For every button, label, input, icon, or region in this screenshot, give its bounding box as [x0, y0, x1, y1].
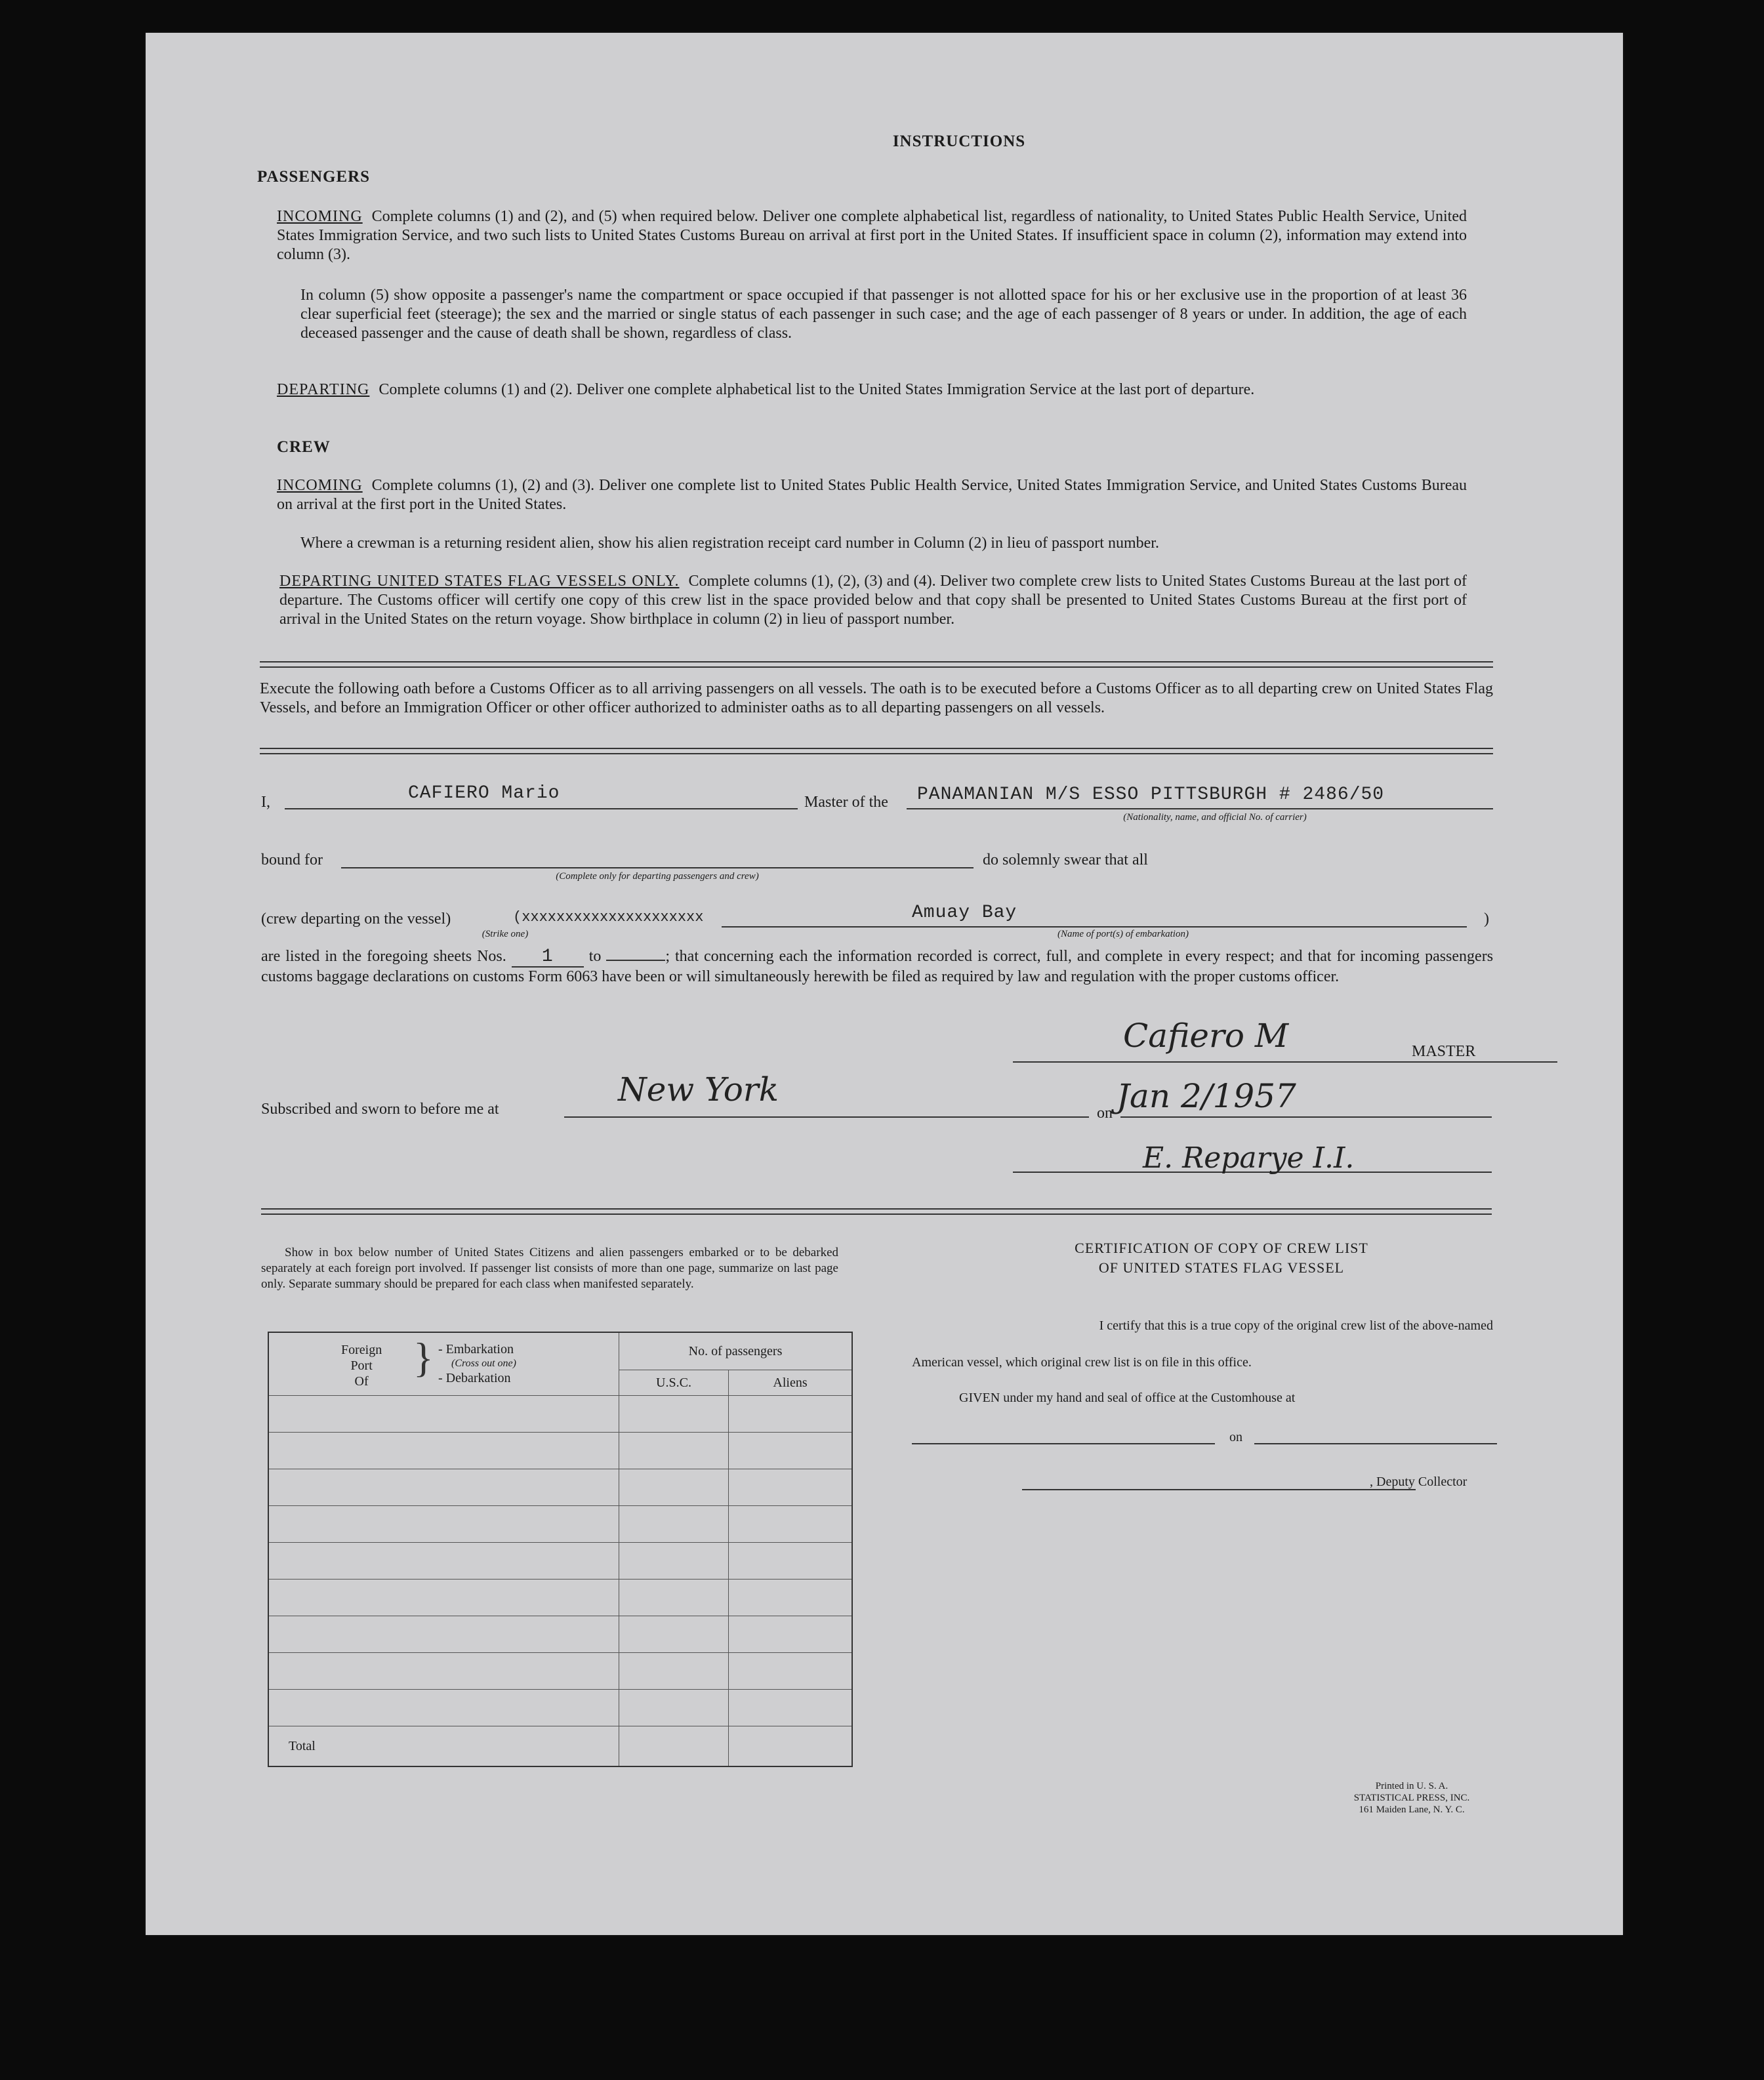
- crew-incoming-text: Complete columns (1), (2) and (3). Deliver one complete list to United States Public Health Service, United States Immigration Service, and United States Customs Bureau on arrival at the first port in the United States.: [277, 477, 1467, 513]
- usc-header: U.S.C.: [619, 1370, 729, 1395]
- brace-icon: }: [413, 1334, 434, 1381]
- oath-intro: Execute the following oath before a Customs Officer as to all arriving passengers on all vessels. The oath is to be executed before a Customs Officer as to all departing crew on United States Flag Vessels, and before an Immigration Officer or other officer authorized to administer oaths as to all departing passengers on all vessels.: [260, 680, 1493, 716]
- document-page: [146, 33, 1623, 1935]
- foreign-port-header: [268, 1332, 619, 1396]
- master-of-label: Master of the: [804, 794, 888, 811]
- cross-out-label: (Cross out one): [451, 1358, 516, 1369]
- close-paren: ): [1484, 910, 1489, 928]
- total-label: Total: [268, 1726, 619, 1767]
- deputy-collector-label: , Deputy Collector: [1370, 1475, 1467, 1489]
- sheets-to: to: [588, 948, 602, 965]
- passengers-incoming-lead: INCOMING: [277, 208, 363, 225]
- master-name: CAFIERO Mario: [408, 783, 560, 804]
- table-row: [268, 1469, 852, 1506]
- printer-stamp: Printed in U. S. A. STATISTICAL PRESS, INC. 161 Maiden Lane, N. Y. C.: [1353, 1781, 1470, 1815]
- port-line: [722, 926, 1467, 928]
- table-row: [268, 1396, 852, 1433]
- embarkation-label: - Embarkation: [438, 1342, 514, 1356]
- crew-incoming-paragraph: [277, 476, 1467, 514]
- passengers-departing-paragraph: [277, 380, 1467, 399]
- crew-departing-text: Complete columns (1), (2), (3) and (4). Deliver two complete crew lists to United States Customs Bureau at the last port of departure. The Customs officer will certify one copy of this crew list in the space provided below and that copy shall be presented to United States Customs Bureau at the first port of arrival in the United States on the return voyage. Show birthplace in column (2) in lieu of passport number.: [279, 573, 1467, 628]
- sworn-date-line: [1120, 1116, 1492, 1118]
- customhouse-line: [912, 1443, 1215, 1444]
- passengers-departing-lead: DEPARTING: [277, 381, 370, 398]
- sheets-paragraph: [261, 947, 1493, 987]
- i-label: I,: [261, 794, 270, 811]
- no-passengers-label: No. of passengers: [619, 1333, 851, 1370]
- sheet-from: 1: [512, 947, 584, 968]
- sheets-text: ; that concerning each the information recorded is correct, full, and complete in every respect; and that for incoming passengers customs baggage declarations on customs Form 6063 have been or will simultaneously herewith be filed as required by law and regulation with the proper customs officer.: [261, 948, 1494, 985]
- american-text: American vessel, which original crew list is on file in this office.: [912, 1355, 1252, 1370]
- subscribed-label: Subscribed and sworn to before me at: [261, 1101, 499, 1118]
- bound-for-label: bound for: [261, 851, 323, 868]
- sworn-place-line: [564, 1116, 1089, 1118]
- cert-on-label: on: [1229, 1430, 1242, 1444]
- passengers-heading: PASSENGERS: [257, 168, 371, 186]
- crew-heading: CREW: [277, 438, 331, 456]
- table-row: [268, 1653, 852, 1690]
- sheets-label: are listed in the foregoing sheets Nos.: [261, 948, 506, 965]
- passenger-summary-table: [268, 1332, 853, 1767]
- on-label: on: [1097, 1105, 1113, 1122]
- crew-incoming-lead: INCOMING: [277, 477, 363, 494]
- table-row: [268, 1543, 852, 1580]
- port-caption: (Name of port(s) of embarkation): [1057, 929, 1189, 939]
- certify-text: I certify that this is a true copy of the original crew list of the above-named: [1099, 1318, 1493, 1333]
- master-signature: Cafiero M: [1123, 1017, 1289, 1055]
- section-divider: [260, 661, 1493, 668]
- vessel-name: PANAMANIAN M/S ESSO PITTSBURGH # 2486/50: [917, 785, 1385, 805]
- master-signature-line: [1013, 1061, 1557, 1063]
- swear-text: do solemnly swear that all: [983, 851, 1148, 868]
- table-row: [268, 1506, 852, 1543]
- vessel-caption: (Nationality, name, and official No. of carrier): [1123, 812, 1307, 823]
- strike-caption: (Strike one): [482, 929, 529, 939]
- passengers-incoming-text: Complete columns (1) and (2), and (5) when required below. Deliver one complete alphabetical list, regardless of nationality, to United States Public Health Service, United States Immigration Service, and two such lists to United States Customs Bureau on arrival at first port in the United States. If insufficient space in column (2), information may extend into column (3).: [277, 208, 1467, 263]
- table-row: [268, 1616, 852, 1653]
- table-row: [268, 1580, 852, 1616]
- foreign-label: Foreign: [341, 1343, 382, 1357]
- cert-date-line: [1254, 1443, 1497, 1444]
- master-label: MASTER: [1412, 1043, 1476, 1060]
- section-divider: [260, 748, 1493, 754]
- embarkation-port: Amuay Bay: [912, 903, 1017, 923]
- bound-for-line: [341, 867, 974, 868]
- sworn-date: Jan 2/1957: [1117, 1077, 1296, 1115]
- given-text: GIVEN under my hand and seal of office at the Customhouse at: [959, 1391, 1296, 1405]
- no-passengers-header: [619, 1332, 853, 1396]
- passengers-departing-text: Complete columns (1) and (2). Deliver one complete alphabetical list to the United States Immigration Service at the last port of departure.: [379, 381, 1255, 398]
- crew-departing-label: (crew departing on the vessel): [261, 910, 451, 928]
- crew-resident-paragraph: Where a crewman is a returning resident alien, show his alien registration receipt card number in Column (2) in lieu of passport number.: [300, 535, 1159, 552]
- officer-signature: E. Reparye I.I.: [1143, 1141, 1355, 1175]
- port-label: Port: [350, 1358, 373, 1373]
- aliens-header: Aliens: [773, 1376, 808, 1390]
- bound-for-caption: (Complete only for departing passengers and crew): [556, 871, 759, 882]
- vessel-line: [907, 808, 1493, 809]
- passengers-column5-paragraph: In column (5) show opposite a passenger's name the compartment or space occupied if that passenger is not allotted space for his or her exclusive use in the proportion of at least 36 clear superficial feet (steerage); the sex and the married or single status of each passenger in such case; and the age of each passenger of 8 years or under. In addition, the age of each deceased passenger and the cause of death shall be shown, regardless of class.: [300, 287, 1467, 342]
- crew-departing-lead: DEPARTING UNITED STATES FLAG VESSELS ONLY.: [279, 573, 680, 590]
- certification-title: CERTIFICATION OF COPY OF CREW LIST OF UNITED STATES FLAG VESSEL: [1075, 1240, 1368, 1276]
- of-label: Of: [354, 1374, 369, 1389]
- total-row: [268, 1726, 852, 1767]
- page-title: INSTRUCTIONS: [892, 133, 1026, 150]
- table-row: [268, 1690, 852, 1726]
- section-divider: [261, 1208, 1492, 1215]
- sworn-place: New York: [618, 1071, 779, 1109]
- table-row: [268, 1433, 852, 1469]
- master-name-line: [285, 808, 798, 809]
- deputy-collector-line: [1022, 1489, 1416, 1490]
- struck-text: (xxxxxxxxxxxxxxxxxxxxx: [513, 909, 704, 926]
- debarkation-label: - Debarkation: [438, 1371, 511, 1385]
- summary-instructions: Show in box below number of United States Citizens and alien passengers embarked or to be debarked separately at each foreign port involved. If passenger list consists of more than one page, summarize on last page only. Separate summary should be prepared for each class when manifested separately.: [261, 1246, 838, 1291]
- crew-departing-paragraph: [279, 572, 1467, 629]
- passengers-incoming-paragraph: [277, 207, 1467, 264]
